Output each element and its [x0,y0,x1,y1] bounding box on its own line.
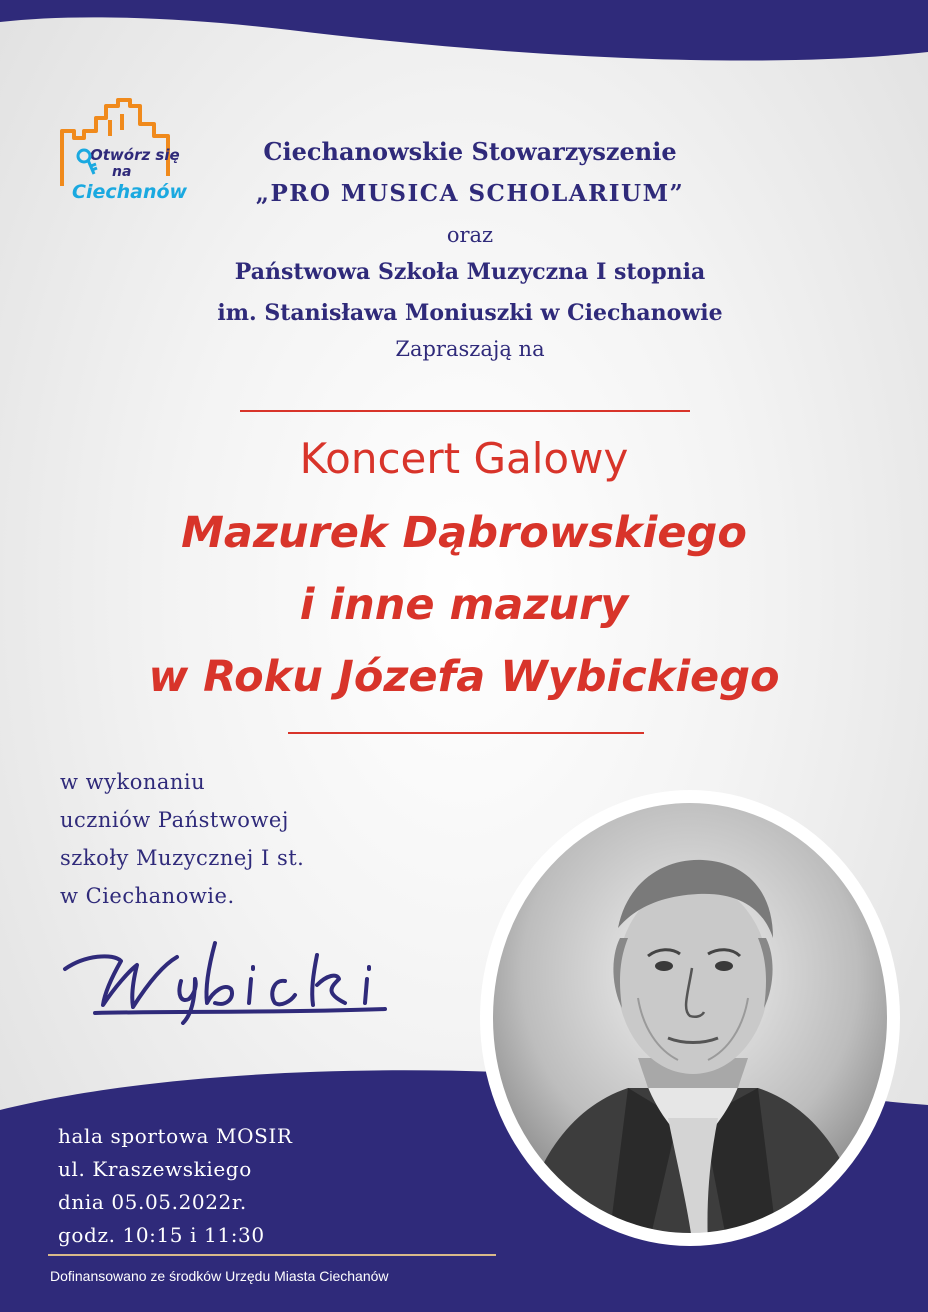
event-title-line-2: i inne mazury [299,580,629,630]
event-title-line-3: w Roku Józefa Wybickiego [148,652,780,702]
performers-line: uczniów Państwowej [60,808,289,832]
performers-block [60,763,304,915]
divider-top [240,410,690,412]
venue-line: dnia 05.05.2022r. [58,1190,247,1214]
organizer-1-subtitle: „PRO MUSICA SCHOLARIUM” [255,180,685,207]
venue-line: ul. Kraszewskiego [58,1157,252,1181]
organizer-2-name: Państwowa Szkoła Muzyczna I stopnia [234,259,706,285]
conjunction-text: oraz [446,223,494,247]
wybicki-signature [55,935,425,1025]
venue-block [58,1120,293,1252]
performers-line: w wykonaniu [60,770,206,794]
event-type: Koncert Galowy [299,434,629,483]
wybicki-portrait [478,788,903,1248]
venue-line: godz. 10:15 i 11:30 [58,1223,265,1247]
invitation-text: Zapraszają na [395,337,545,361]
logo-text-3: Ciechanów [72,181,188,203]
organizer-1-name: Ciechanowskie Stowarzyszenie [263,137,677,166]
divider-bottom [288,732,644,734]
organizer-2-patron: im. Stanisława Moniuszki w Ciechanowie [217,300,723,326]
venue-line: hala sportowa MOSIR [58,1124,293,1148]
logo-text-1: Otwórz się [90,146,180,164]
performers-line: szkoły Muzycznej I st. [60,846,305,870]
event-title-line-1: Mazurek Dąbrowskiego [181,508,747,558]
performers-line: w Ciechanowie. [60,884,235,908]
funding-note: Dofinansowano ze środków Urzędu Miasta Ciechanów [50,1268,389,1284]
footer-divider [48,1254,496,1256]
logo-text-2: na [112,164,132,180]
